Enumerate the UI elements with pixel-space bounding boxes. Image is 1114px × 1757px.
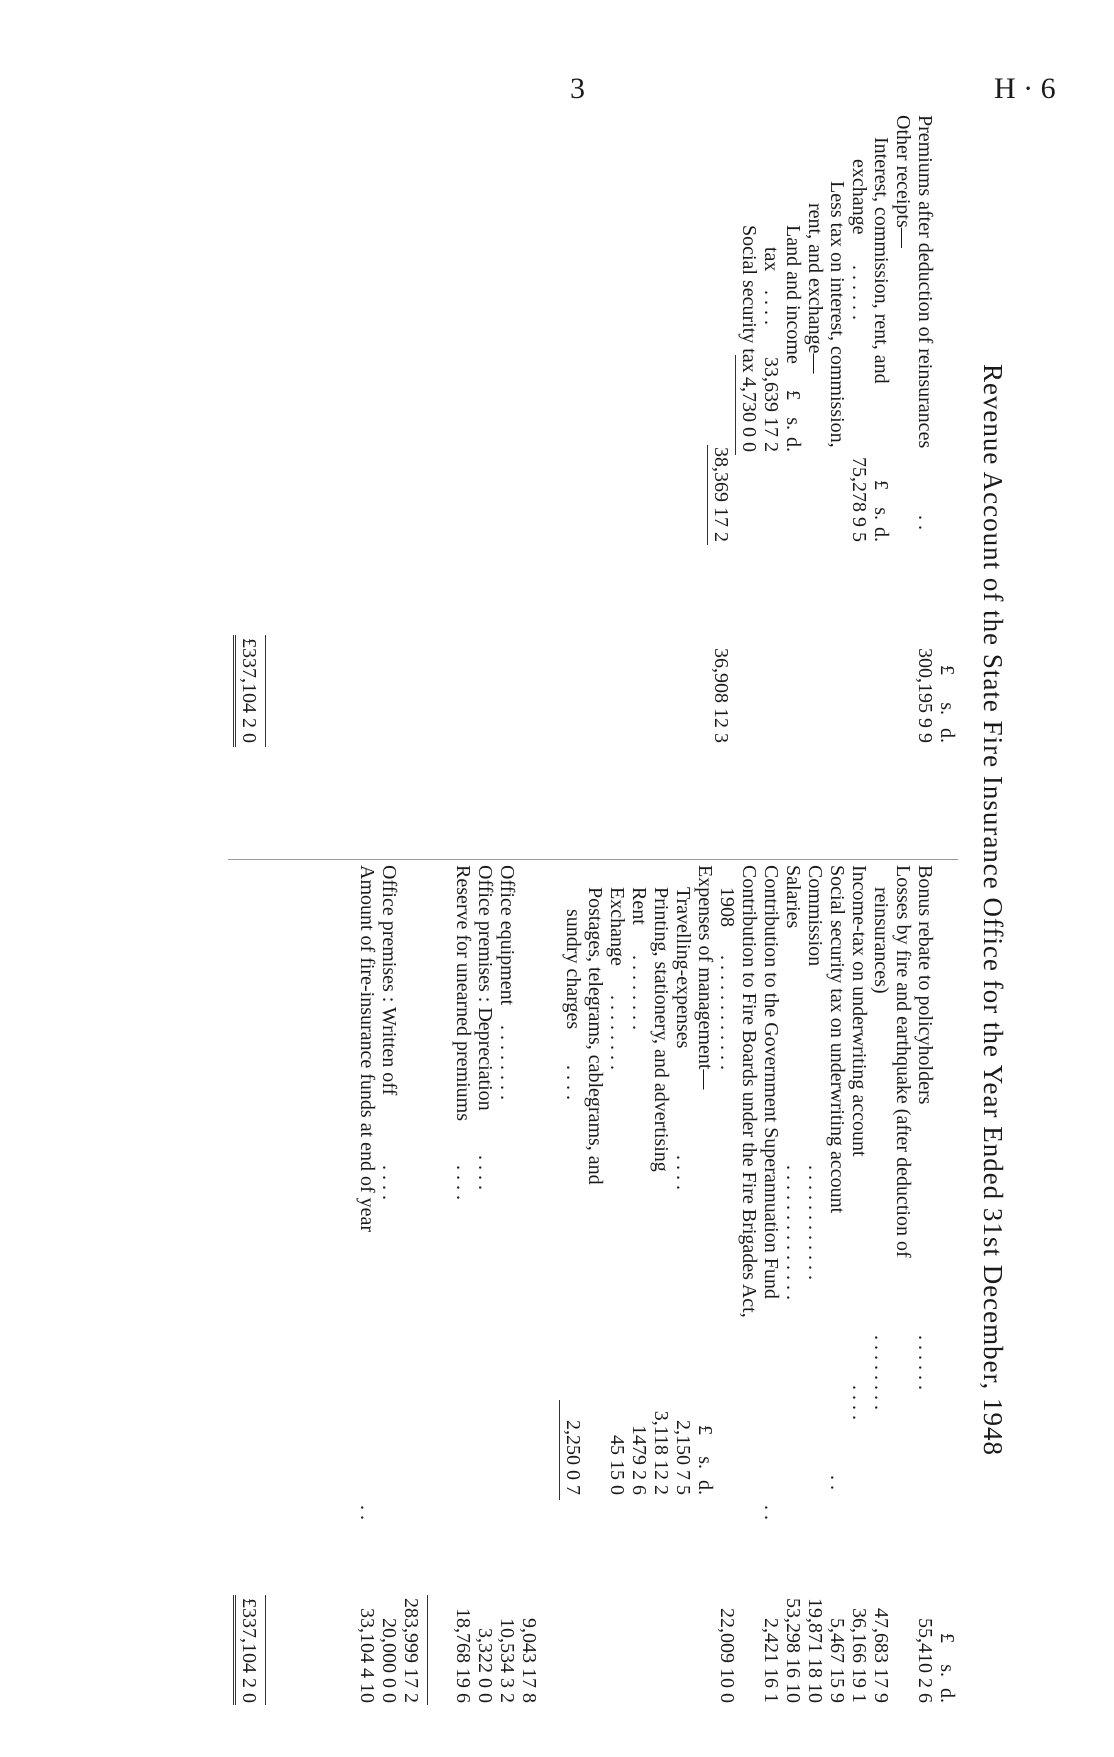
management-row [628,865,650,1705]
interest-label: Interest, commission, rent, and [870,137,892,384]
tail-row [474,865,496,1705]
leader-dots: . . . . [452,1165,474,1200]
expense-label: 1908 [716,887,738,927]
expense-label: Social security tax on underwriting account [826,865,848,1214]
less-tax-label: Less tax on interest, commission, [826,181,848,448]
pound-header: £ [936,665,958,675]
leader-dots: . . . . [848,1385,870,1420]
leader-dots: . . . . [672,1155,694,1190]
revenue-account-sheet [218,115,1008,1705]
expense-row [848,865,870,1705]
expense-label: Salaries [782,865,804,929]
expense-label: Contribution to Fire Boards under the Fire Brigades Act, [738,865,760,1318]
table-title: Revenue Account of the State Fire Insurance Office for the Year Ended 31st December, 1948 [978,363,1008,1457]
expense-row [760,865,782,1705]
expense-label: Losses by fire and earthquake (after deduction of [892,865,914,1258]
land-tax-amount: 33,639 17 2 [760,357,782,452]
expense-amount: 2,421 16 1 [760,1618,782,1703]
expense-row [870,865,892,1705]
total-rule [265,1595,266,1705]
fund-end-amount: 33,104 4 10 [356,1608,378,1703]
fund-end-row [356,865,378,1705]
premiums-label: Premiums after deduction of reinsurances [914,115,936,449]
leader-dots: . . [826,1475,848,1490]
double-rule [233,635,236,747]
written-off-label: Office premises : Written off [378,865,400,1096]
tail-label: Office premises : Depreciation [474,865,496,1111]
management-label: sundry charges [562,909,584,1030]
management-header-row [694,865,716,1705]
leader-dots: . . . . . . . . [870,1335,892,1410]
management-row [584,865,606,1705]
inner-pound-header: £ [782,390,804,400]
expense-label: Commission [804,865,826,967]
management-row [650,865,672,1705]
expense-label: Bonus rebate to policyholders [914,865,936,1105]
premiums-amount: 300,195 9 9 [914,648,936,743]
leader-dots: . . . . . . . . [496,1025,518,1100]
right-grand-total-row [238,865,260,1705]
management-total-row [518,865,540,1705]
double-rule [233,1595,236,1705]
management-label: Postages, telegrams, cablegrams, and [584,887,606,1185]
management-row [562,865,584,1705]
subtotal-rule [427,1595,428,1705]
management-header: Expenses of management— [694,865,716,1090]
expense-row [826,865,848,1705]
leader-dots: . . [760,1505,782,1520]
premiums-row [914,115,936,855]
leader-dots: . . . . . . . . . . . . [716,955,738,1070]
interest-amount: 75,278 9 5 [848,457,870,542]
leader-dots: . . [914,515,936,530]
leader-dots: . . . . . . . . [628,955,650,1030]
mgmt-pence-header: d. [694,1480,716,1495]
tail-row [496,865,518,1705]
shilling-header: s. [936,1664,958,1677]
tail-row [452,865,474,1705]
written-off-row [378,865,400,1705]
expense-label: Income-tax on underwriting account [848,865,870,1157]
leader-dots: . . . . . . . . . . . . . . [782,1165,804,1300]
inner-shilling-header: s. [782,417,804,430]
document-code: H · 6 [994,72,1056,105]
sub-pence-header: d. [870,527,892,542]
expense-label: Contribution to the Government Superannuation Fund [760,865,782,1299]
management-amount: 3,118 12 2 [650,1410,672,1495]
tail-label: Reserve for unearned premiums [452,865,474,1122]
interest-row-2 [848,115,870,855]
expense-row [738,865,760,1705]
pound-header: £ [936,1633,958,1643]
expense-amount: 53,298 16 10 [782,1598,804,1703]
interest-row-1 [870,115,892,855]
expense-row [716,865,738,1705]
expense-amount: 55,410 2 6 [914,1618,936,1703]
expense-amount: 22,009 10 0 [716,1608,738,1703]
receipts-panel [228,115,958,855]
tail-label: Office equipment [496,865,518,1006]
management-amount: 2,250 0 7 [562,1420,584,1495]
expense-row [914,865,936,1705]
management-amount: 2,150 7 5 [672,1420,694,1495]
leader-dots: . . . . [378,1165,400,1200]
subtotal-rule [735,355,736,455]
subtotal-amount: 283,999 17 2 [400,1598,422,1703]
left-grand-total: £337,104 2 0 [238,638,260,743]
leader-dots: . . . . . . [848,265,870,320]
net-rule [707,445,708,545]
exchange-label: exchange [848,159,870,235]
management-rule [559,1400,560,1500]
less-tax-row-1 [826,115,848,855]
inner-pence-header: d. [782,437,804,452]
sub-shilling-header: s. [870,507,892,520]
management-label: Travelling-expenses [672,887,694,1049]
social-security-label: Social security tax [738,225,760,373]
total-rule [265,635,266,747]
tax-label: tax [760,247,782,272]
tail-amount: 3,322 0 0 [474,1628,496,1703]
leader-dots: . . . . [562,1065,584,1100]
social-security-row [738,115,760,855]
management-row [672,865,694,1705]
less-tax-row-2 [804,115,826,855]
shilling-header: s. [936,702,958,715]
land-tax-row-2 [760,115,782,855]
right-column-header [936,865,958,1705]
pence-header: d. [936,728,958,743]
expense-amount: 19,871 18 10 [804,1598,826,1703]
leader-dots: . . [356,1505,378,1520]
management-amount: 1479 2 6 [628,1425,650,1495]
leader-dots: . . . . . . . . [606,995,628,1070]
management-total: 9,043 17 8 [518,1618,540,1703]
land-tax-row-1 [782,115,804,855]
subtotal-row [400,865,422,1705]
page-number: 3 [570,72,585,105]
social-security-amount: 4,730 0 0 [738,377,760,452]
other-receipts-label: Other receipts— [892,115,914,248]
net-receipts-row [710,115,732,855]
fund-end-label: Amount of fire-insurance funds at end of year [356,865,378,1233]
leader-dots: . . . . [474,1155,496,1190]
written-off-amount: 20,000 0 0 [378,1618,400,1703]
right-grand-total: £337,104 2 0 [238,1598,260,1703]
left-grand-total-row [238,115,260,855]
management-label: Rent [628,887,650,925]
pence-header: d. [936,1688,958,1703]
land-income-tax-label: Land and income [782,225,804,364]
less-tax-total: 38,369 17 2 [710,447,732,542]
less-tax-label-cont: rent, and exchange— [804,203,826,374]
management-label: Exchange [606,887,628,966]
management-row [606,865,628,1705]
leader-dots: . . . . . . . . . . . . [804,1165,826,1280]
sub-pound-header: £ [870,480,892,490]
expense-amount: 47,683 17 9 [870,1608,892,1703]
expense-row [804,865,826,1705]
mgmt-pound-header: £ [694,1425,716,1435]
expense-label: reinsurances) [870,887,892,994]
payments-panel [228,865,958,1705]
main-column-header [936,115,958,855]
expense-row [782,865,804,1705]
leader-dots: . . . . . . [914,1335,936,1390]
leader-dots: . . . . [760,290,782,325]
expense-row [892,865,914,1705]
expense-amount: 5,467 15 9 [826,1618,848,1703]
tail-amount: 18,768 19 6 [452,1608,474,1703]
tail-amount: 10,534 3 2 [496,1618,518,1703]
expense-amount: 36,166 19 1 [848,1608,870,1703]
management-label: Printing, stationery, and advertising [650,887,672,1172]
column-divider [228,859,958,860]
net-receipts-amount: 36,908 12 3 [710,648,732,743]
mgmt-shilling-header: s. [694,1456,716,1469]
management-amount: 45 15 0 [606,1435,628,1495]
other-receipts-row [892,115,914,855]
